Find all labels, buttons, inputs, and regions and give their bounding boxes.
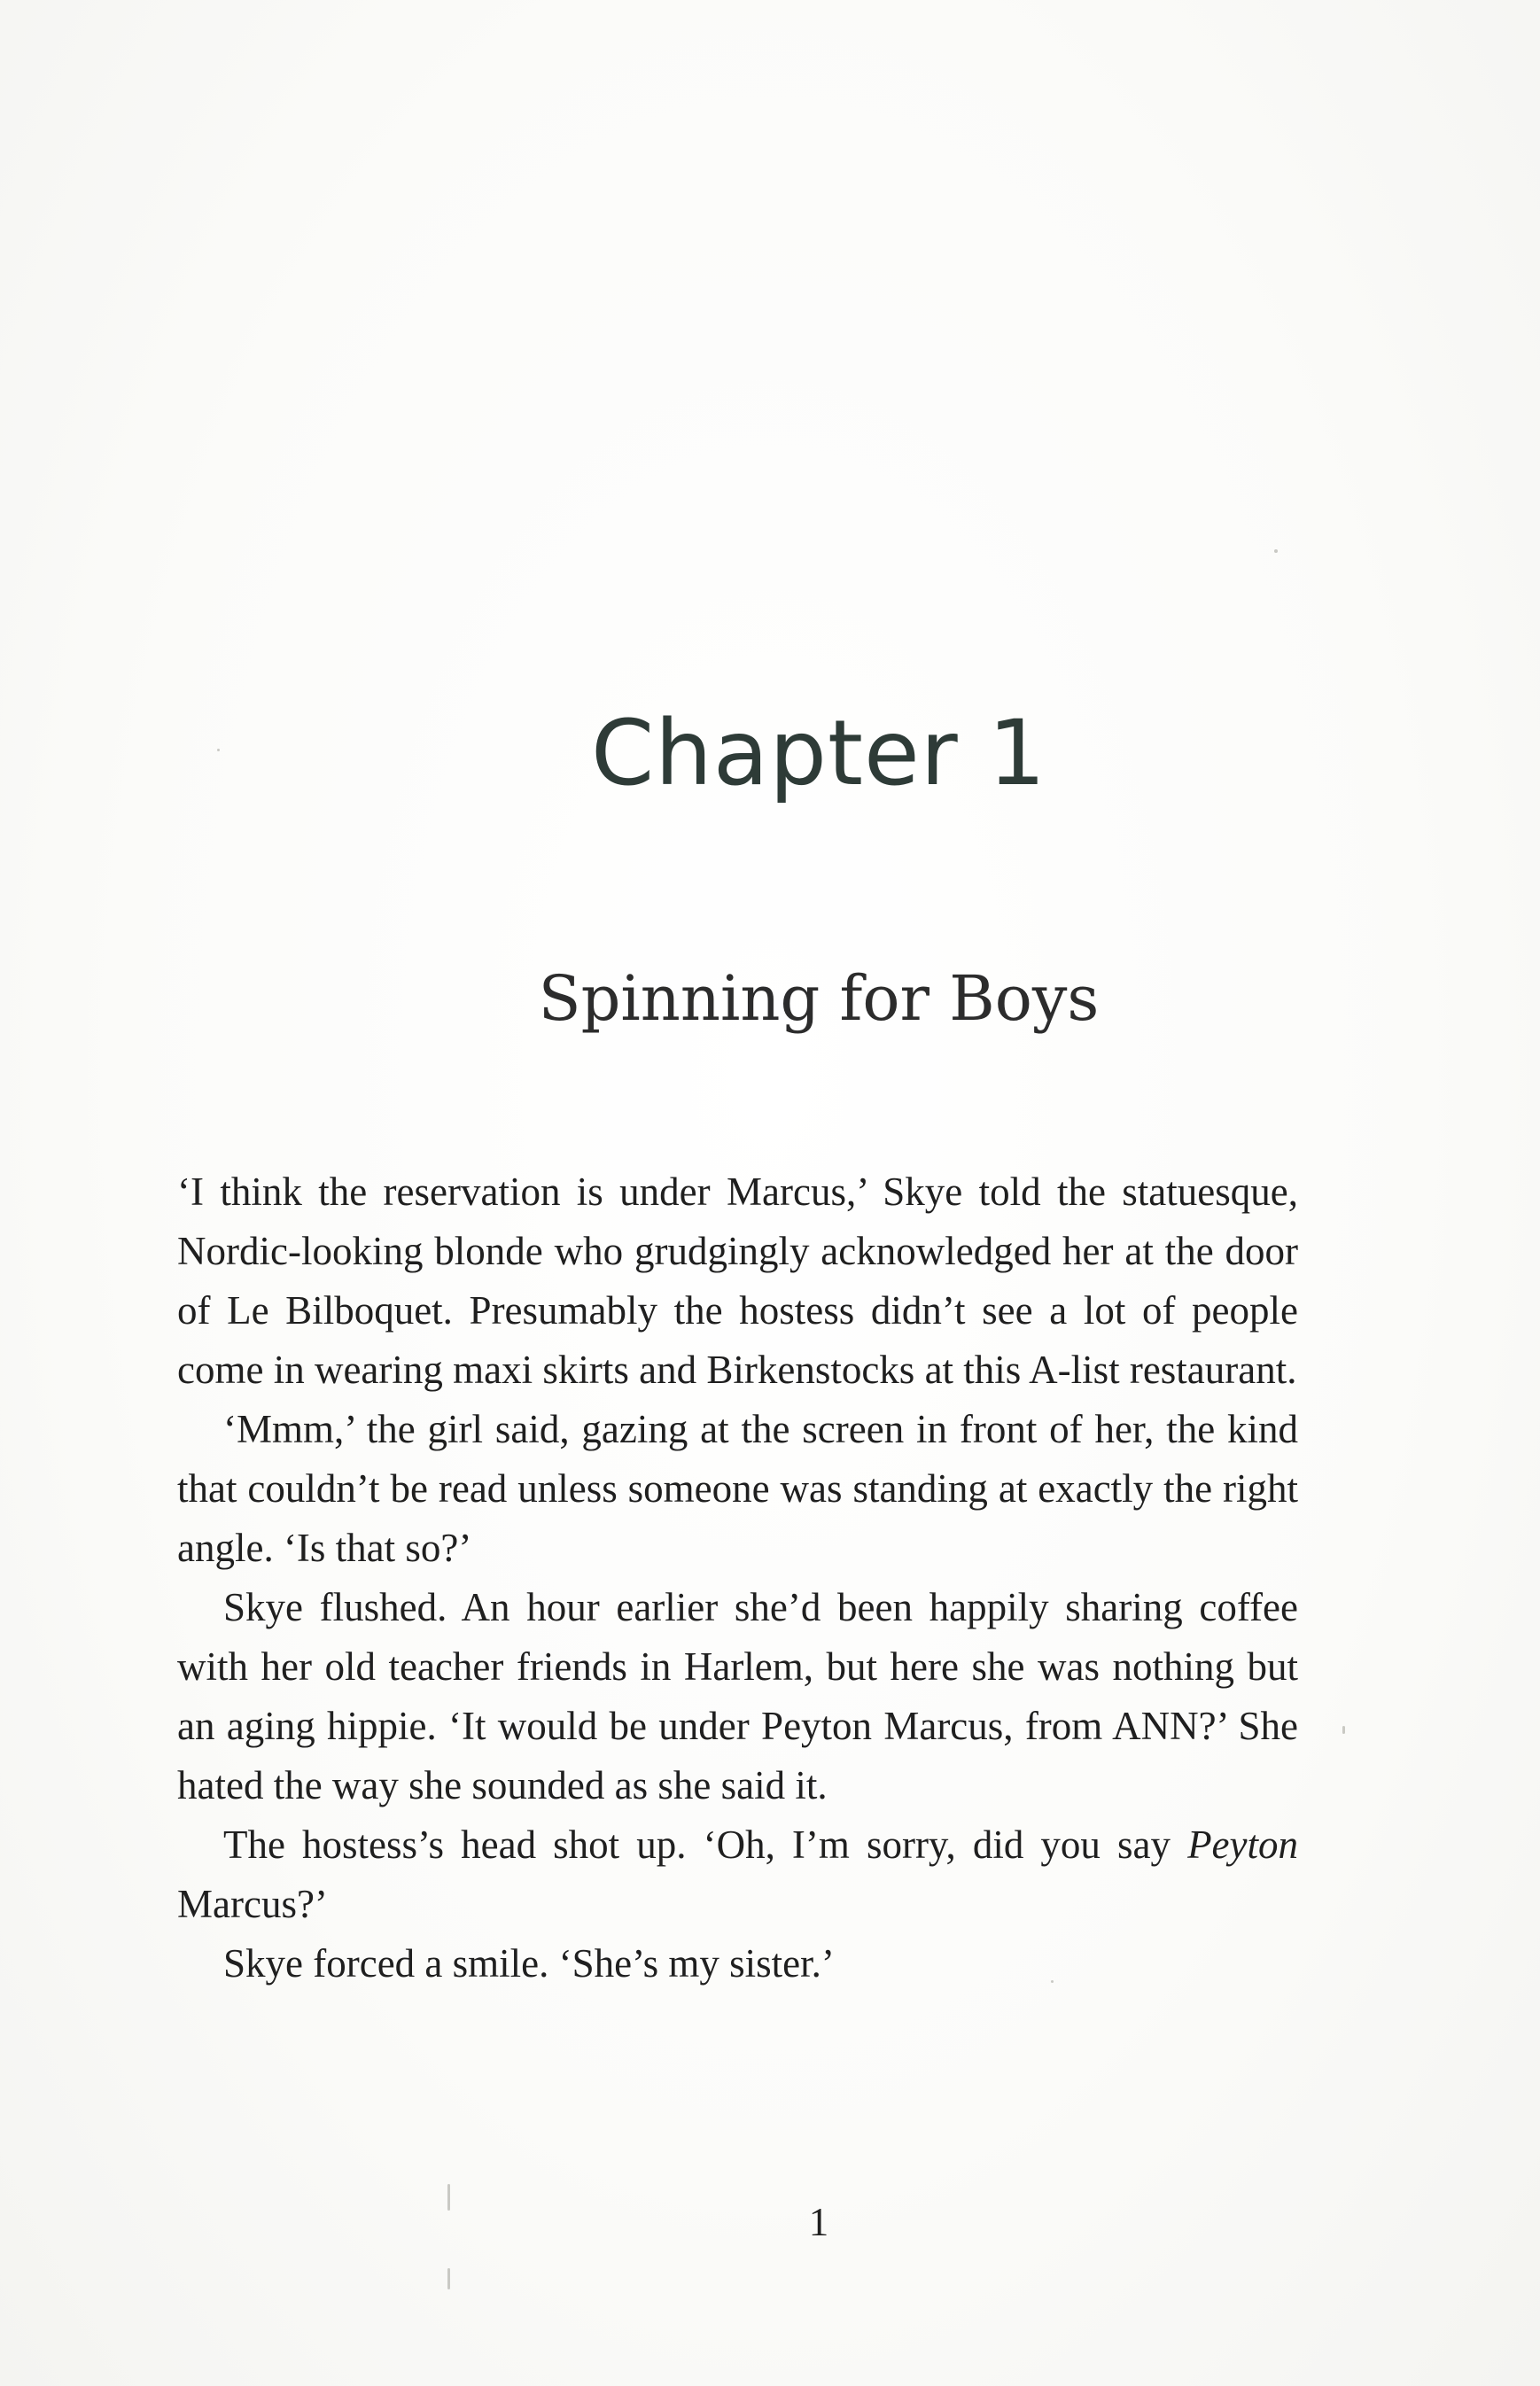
- page-number: 1: [808, 2200, 829, 2244]
- scan-speck: [1342, 1726, 1345, 1734]
- paragraph-4-text-end: Marcus?’: [177, 1882, 328, 1926]
- paragraph-3: Skye flushed. An hour earlier she’d been happily sharing coffee with her old teacher friends in Harlem, but here she was nothing but an aging hippie. ‘It would be under Peyton Marcus, from ANN?’ She hated the way she sounded as she said it.: [177, 1585, 1298, 1807]
- scan-speck: [217, 749, 220, 751]
- scan-speck: [447, 2268, 450, 2289]
- paragraph-4: [177, 1815, 1298, 1934]
- chapter-body: [177, 1162, 1298, 1994]
- paragraph-4-text: The hostess’s head shot up. ‘Oh, I’m sorry, did you say: [223, 1823, 1188, 1867]
- paragraph-5: Skye forced a smile. ‘She’s my sister.’: [223, 1941, 835, 1986]
- scan-speck: [1051, 1980, 1054, 1983]
- chapter-subtitle: Spinning for Boys: [538, 962, 1100, 1035]
- paragraph-1: ‘I think the reservation is under Marcus,’ Skye told the statuesque, Nordic-looking blonde who grudgingly acknowledged her at the door of Le Bilboquet. Presumably the hostess didn’t see a lot of people come in wearing maxi skirts and Birkenstocks at this A-list restaurant.: [177, 1170, 1298, 1392]
- scan-speck: [1274, 549, 1278, 553]
- chapter-title: Chapter 1: [590, 701, 1047, 806]
- scan-speck: [447, 2184, 450, 2211]
- paragraph-4-emphasis: Peyton: [1187, 1823, 1298, 1867]
- paragraph-2: ‘Mmm,’ the girl said, gazing at the screen in front of her, the kind that couldn’t be read unless someone was standing at exactly the right angle. ‘Is that so?’: [177, 1407, 1298, 1570]
